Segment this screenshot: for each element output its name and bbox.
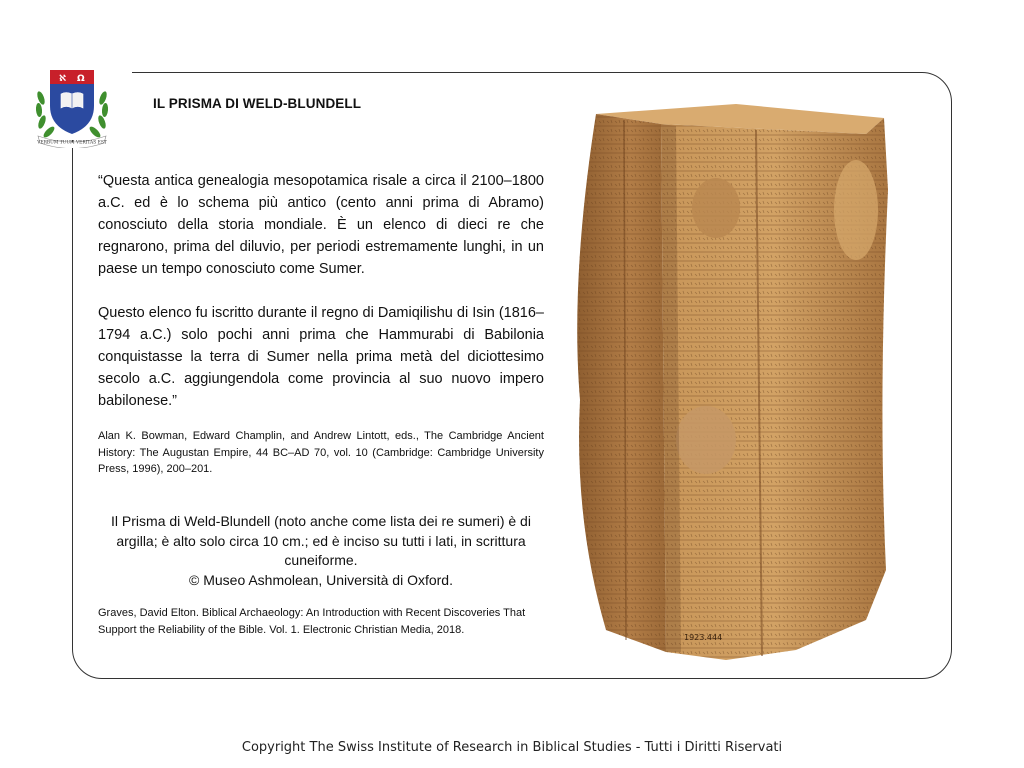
citation-graves: Graves, David Elton. Biblical Archaeology: An Introduction with Recent Discoveries That Support the Reliability of the Bible. Vol. 1. Electronic Christian Media, 2018.	[98, 607, 526, 636]
citation-cambridge: Alan K. Bowman, Edward Champlin, and Andrew Lintott, eds., The Cambridge Ancient History: The Augustan Empire, 44 BC–AD 70, vol. 10 (Cambridge: Cambridge University Press, 1996), 200–201.	[98, 430, 544, 475]
quote-block	[98, 170, 544, 434]
quote-paragraph-1: “Questa antica genealogia mesopotamica risale a circa il 2100–1800 a.C. ed è lo schema più antico (cento anni prima di Abramo) conosciuto della storia mondiale. È un elenco di dieci re che regnarono, prima del diluvio, per periodi estremamente lunghi, in un paese un tempo conosciuto come Sumer.	[98, 173, 544, 277]
caption-description: Il Prisma di Weld-Blundell (noto anche come lista dei re sumeri) è di argilla; è alto solo circa 10 cm.; ed è inciso su tutti i lati, in scrittura cuneiforme.	[111, 513, 531, 568]
caption-credit: © Museo Ashmolean, Università di Oxford.	[189, 571, 453, 588]
footer-copyright: Copyright The Swiss Institute of Research in Biblical Studies - Tutti i Diritti Riservati	[241, 740, 783, 755]
slide-title: IL PRISMA DI WELD-BLUNDELL	[153, 96, 362, 111]
museum-number: 1923.444	[684, 633, 723, 642]
quote-paragraph-2: Questo elenco fu iscritto durante il regno di Damiqilishu di Isin (1816–1794 a.C.) solo pochi anni prima che Hammurabi di Babilonia conquistasse la terra di Sumer nella prima metà del diciottesimo secolo a.C. aggiungendola come provincia al suo nuovo impero babilonese.”	[98, 305, 544, 409]
omega-symbol: Ω	[77, 74, 85, 84]
seal-motto: VERBUM TUUM VERITAS EST	[37, 140, 107, 146]
clay-prism-photo	[566, 100, 892, 662]
aleph-symbol: ℵ	[59, 74, 67, 84]
institute-seal-icon	[33, 66, 111, 148]
image-caption	[98, 512, 544, 590]
